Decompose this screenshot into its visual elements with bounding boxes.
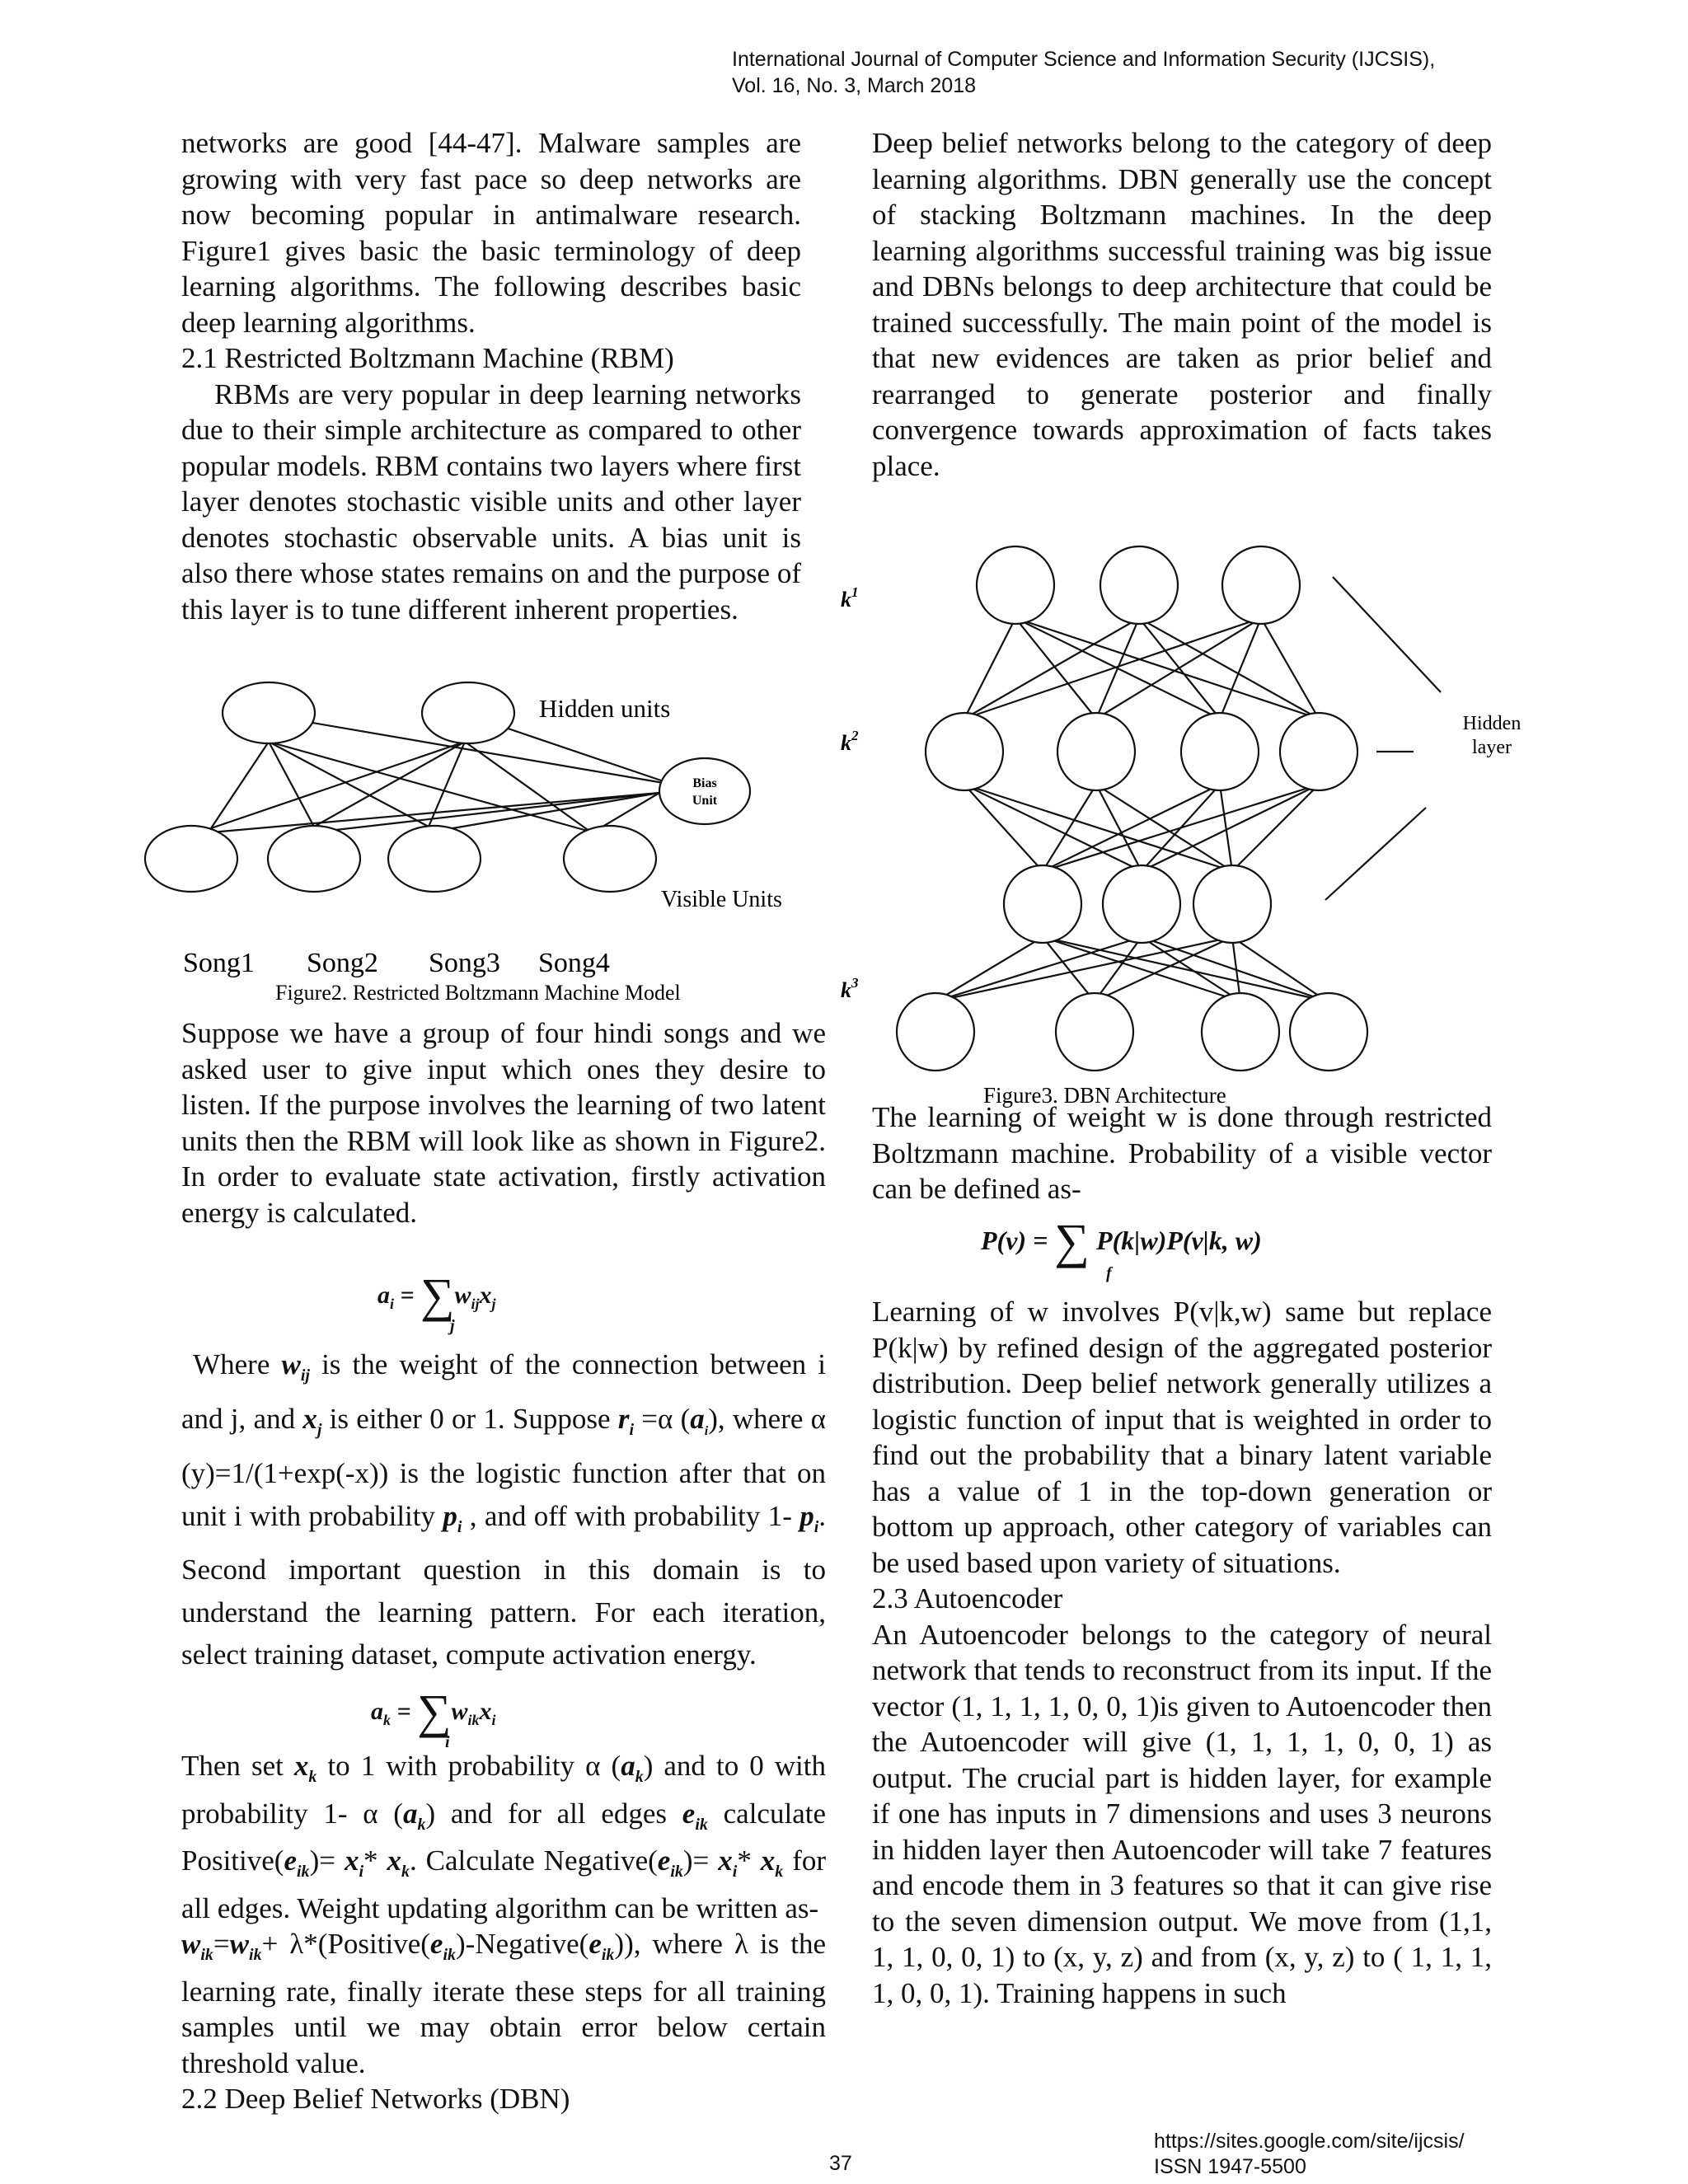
equation-activation-energy-1: $a_i = \sum w_{ij}x_j$ j (377, 1268, 496, 1335)
right-column-mid (872, 1099, 1492, 1207)
left-column-where (181, 1343, 826, 1676)
left-paragraph-rbm: RBMs are very popular in deep learning networks due to their simple architecture as compared to other popular models. RBM contains two layers where first layer denotes stochastic visible units and other layer denotes stochastic observable units. A bias unit is also there whose states remains on and the purpose of this layer is to tune different inherent properties. (181, 377, 801, 626)
right-paragraph-weight: The learning of weight w is done through restricted Boltzmann machine. Probability of a visible vector can be defined as- (872, 1101, 1492, 1205)
song-label: Song1 (183, 948, 255, 978)
left-paragraph-1: networks are good [44-47]. Malware samples are growing with very fast pace so deep networks are now becoming popular in antimalware research. Figure1 gives basic the basic terminology of deep learning algorithms. The following describes basic deep learning algorithms. (181, 127, 801, 339)
rbm-bias-edge (486, 721, 663, 781)
journal-header-line1: International Journal of Computer Science and Information Security (IJCSIS), (732, 48, 1436, 71)
left-paragraph-then: Then set $x_k$ to 1 with probability α $(a_k)$ and to 0 with probability 1- α $(a_k)$ and for all edges $e_{ik}$ calculate $Positive(e_{ik})= x_i*$ $x_k$. Calculate $Negative(e_{ik})= x_i*$ $x_k$ for all edges. Weight updating algorithm can be written as- (181, 1750, 827, 1924)
figure3-caption: Figure3. DBN Architecture (983, 1083, 1226, 1108)
journal-header-line2: Vol. 16, No. 3, March 2018 (732, 74, 977, 97)
rbm-edge (211, 742, 269, 828)
rbm-bias-label-2: Unit (692, 794, 718, 808)
rbm-figure (140, 676, 832, 1005)
rbm-edge (314, 742, 465, 827)
equation-visible-probability: P(v) = ∑ P(k|w)P(v|k, w) f (981, 1214, 1262, 1282)
right-paragraph-dbn: Deep belief networks belong to the category of deep learning algorithms. DBN generally use the concept of stacking Boltzmann machines. In the deep learning algorithms successful training was big issue and DBNs belongs to deep architecture that could be trained successfully. The main point of the model is that new evidences are taken as prior belief and rearranged to generate posterior and finally convergence towards approximation of facts takes place. (872, 127, 1492, 482)
song-label: Song4 (538, 948, 610, 978)
sigma-symbol: ∑ (420, 1268, 455, 1322)
left-paragraph-songs: Suppose we have a group of four hindi songs and we asked user to give input which ones they desire to listen. If the purpose involves the learning of two latent units then the RBM will look like as shown in Figure2. In order to evaluate state activation, firstly activation energy is calculated. (181, 1017, 826, 1229)
rbm-visible-node (268, 826, 360, 892)
footer-url: https://sites.google.com/site/ijcsis/ (1154, 2130, 1465, 2153)
rbm-visible-node (145, 826, 237, 892)
rbm-edge (429, 742, 465, 827)
left-column-then (181, 1748, 826, 2117)
rbm-hidden-node (422, 682, 514, 743)
footer-issn: ISSN 1947-5500 (1154, 2155, 1306, 2178)
dbn-figure (832, 536, 1574, 1113)
figure2-caption: Figure2. Restricted Boltzmann Machine Model (275, 981, 681, 1005)
left-column-top (181, 125, 801, 627)
rbm-edge (269, 742, 590, 832)
right-column-bottom (872, 1294, 1492, 2011)
rbm-hidden-label: Hidden units (539, 694, 671, 723)
sigma-symbol: ∑ (417, 1685, 452, 1738)
rbm-bias-label-1: Bias (692, 776, 717, 790)
right-paragraph-learning: Learning of w involves P(v|k,w) same but replace P(k|w) by refined design of the aggregated posterior distribution. Deep belief network generally utilizes a logistic function of input that is weighted in order to find out the probability that a binary latent variable has a value of 1 in the top-down generation or bottom up approach, other category of variables can be used based upon variety of situations. (872, 1296, 1492, 1579)
song-label: Song3 (429, 948, 500, 978)
rbm-edge (465, 742, 590, 832)
song-label: Song2 (307, 948, 378, 978)
rbm-visible-node (388, 826, 481, 892)
dbn-hidden-label-1: Hidden (1462, 713, 1522, 734)
dbn-k1-label: $k^1$ (841, 584, 859, 612)
dbn-k2-label: $k^2$ (841, 728, 859, 755)
equation-activation-energy-2: $a_k = \sum w_{ik}x_i$ i (371, 1685, 496, 1751)
rbm-hidden-node (223, 682, 315, 743)
rbm-edge (269, 742, 429, 827)
section-heading-2-3: 2.3 Autoencoder (872, 1582, 1063, 1615)
dbn-hidden-label-2: layer (1472, 737, 1512, 758)
dbn-k3-label: $k^3$ (841, 975, 859, 1002)
left-column-mid (181, 1015, 826, 1230)
rbm-bias-node (659, 758, 750, 824)
page-number: 37 (829, 2152, 852, 2175)
section-heading-2-2: 2.2 Deep Belief Networks (DBN) (181, 2083, 570, 2115)
journal-header (732, 46, 1556, 99)
right-paragraph-autoencoder: An Autoencoder belongs to the category of neural network that tends to reconstruct from its input. If the vector (1, 1, 1, 1, 0, 0, 1)is given to Autoencoder then the Autoencoder will give (1, 1, 1, 1, 0, 0, 1) as output. The crucial part is hidden layer, for example if one has inputs in 7 dimensions and uses 3 neurons in hidden layer then Autoencoder will take 7 features and encode them in 3 features so that it can give rise to the seven dimension output. We move from (1,1, 1, 1, 0, 0, 1) to (x, y, z) and from (x, y, z) to ( 1, 1, 1, 1, 0, 0, 1). Training happens in such (872, 1618, 1492, 2009)
left-paragraph-update: $w_{ik}=w_{ik}+$ $\lambda*(Positive(e_{ik})-Negative(e_{ik}))$, where λ is the learning rate, finally iterate these steps for all training samples until we may obtain error below certain threshold value. (181, 1928, 827, 2079)
rbm-visible-label: Visible Units (661, 887, 782, 912)
footer-links (1154, 2129, 1465, 2180)
section-heading-2-1: 2.1 Restricted Boltzmann Machine (RBM) (181, 342, 674, 374)
right-column-top (872, 125, 1492, 484)
rbm-visible-node (564, 826, 656, 892)
left-paragraph-where: Where $w_{ij}$ is the weight of the connection between i and j, and $x_j$ is either 0 or 1. Suppose $r_i =\alpha$ $(a_i)$, where α (y)=1/(1+exp(-x)) is the logistic function after that on unit i with probability $p_i$ , and off with probability 1- $p_i$. Second important question in this domain is to understand the learning pattern. For each iteration, select training dataset, compute activation energy. (181, 1348, 827, 1671)
sigma-symbol: ∑ (1054, 1214, 1090, 1268)
